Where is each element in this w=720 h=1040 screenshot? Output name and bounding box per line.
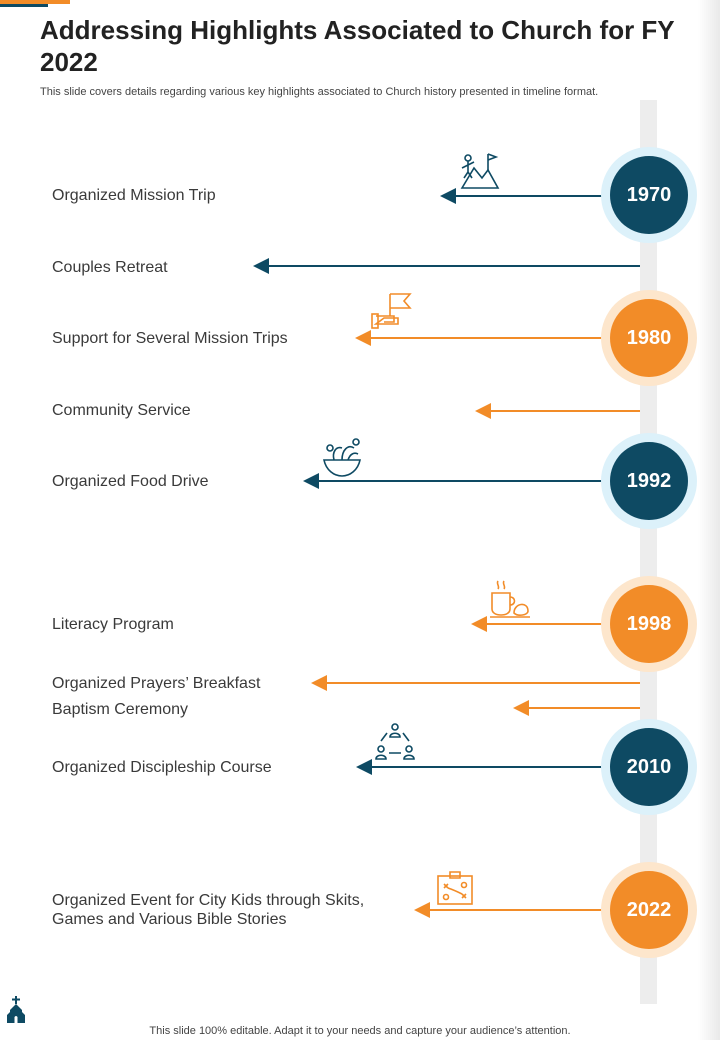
year-label: 2022 bbox=[610, 871, 688, 949]
arrow-line bbox=[317, 480, 640, 482]
breakfast-icon bbox=[488, 577, 532, 621]
arrow-line bbox=[325, 682, 640, 684]
year-badge bbox=[601, 290, 697, 386]
group-cycle-icon bbox=[373, 721, 417, 765]
arrow-line bbox=[527, 707, 640, 709]
page-edge-shadow bbox=[698, 0, 720, 1040]
arrow-line bbox=[267, 265, 640, 267]
page-title: Addressing Highlights Associated to Church for FY 2022 bbox=[40, 15, 675, 77]
entry-label: Organized Discipleship Course bbox=[52, 759, 272, 776]
church-icon bbox=[6, 996, 26, 1024]
year-label: 1998 bbox=[610, 585, 688, 663]
year-badge bbox=[601, 433, 697, 529]
year-label: 1992 bbox=[610, 442, 688, 520]
arrow-line bbox=[370, 766, 640, 768]
year-badge bbox=[601, 719, 697, 815]
entry-label: Organized Food Drive bbox=[52, 473, 209, 490]
hand-flag-icon bbox=[370, 290, 414, 334]
entry-label: Couples Retreat bbox=[52, 259, 168, 276]
footer-note: This slide 100% editable. Adapt it to your needs and capture your audience’s attention. bbox=[149, 1025, 571, 1037]
entry-label: Support for Several Mission Trips bbox=[52, 330, 288, 347]
page-subtitle: This slide covers details regarding various key highlights associated to Church history presented in timeline format. bbox=[40, 86, 599, 98]
entry-label: Baptism Ceremony bbox=[52, 701, 189, 718]
entry-label: Community Service bbox=[52, 402, 191, 419]
entry-label: Organized Prayers’ Breakfast bbox=[52, 675, 261, 692]
year-label: 2010 bbox=[610, 728, 688, 806]
arrow-line bbox=[489, 410, 640, 412]
year-badge bbox=[601, 576, 697, 672]
year-label: 1980 bbox=[610, 299, 688, 377]
entry-label: Literacy Program bbox=[52, 616, 174, 633]
food-bowl-icon bbox=[320, 436, 364, 480]
activity-board-icon bbox=[434, 868, 478, 912]
year-badge bbox=[601, 862, 697, 958]
year-badge bbox=[601, 147, 697, 243]
entry-label-line1: Organized Event for City Kids through Skits, bbox=[52, 892, 365, 909]
year-label: 1970 bbox=[610, 156, 688, 234]
entry-label: Organized Mission Trip bbox=[52, 187, 216, 204]
mountain-climb-icon bbox=[456, 148, 500, 192]
entry-label-line2: Games and Various Bible Stories bbox=[52, 911, 287, 928]
corner-accent-blue bbox=[0, 4, 48, 7]
arrow-line bbox=[369, 337, 640, 339]
